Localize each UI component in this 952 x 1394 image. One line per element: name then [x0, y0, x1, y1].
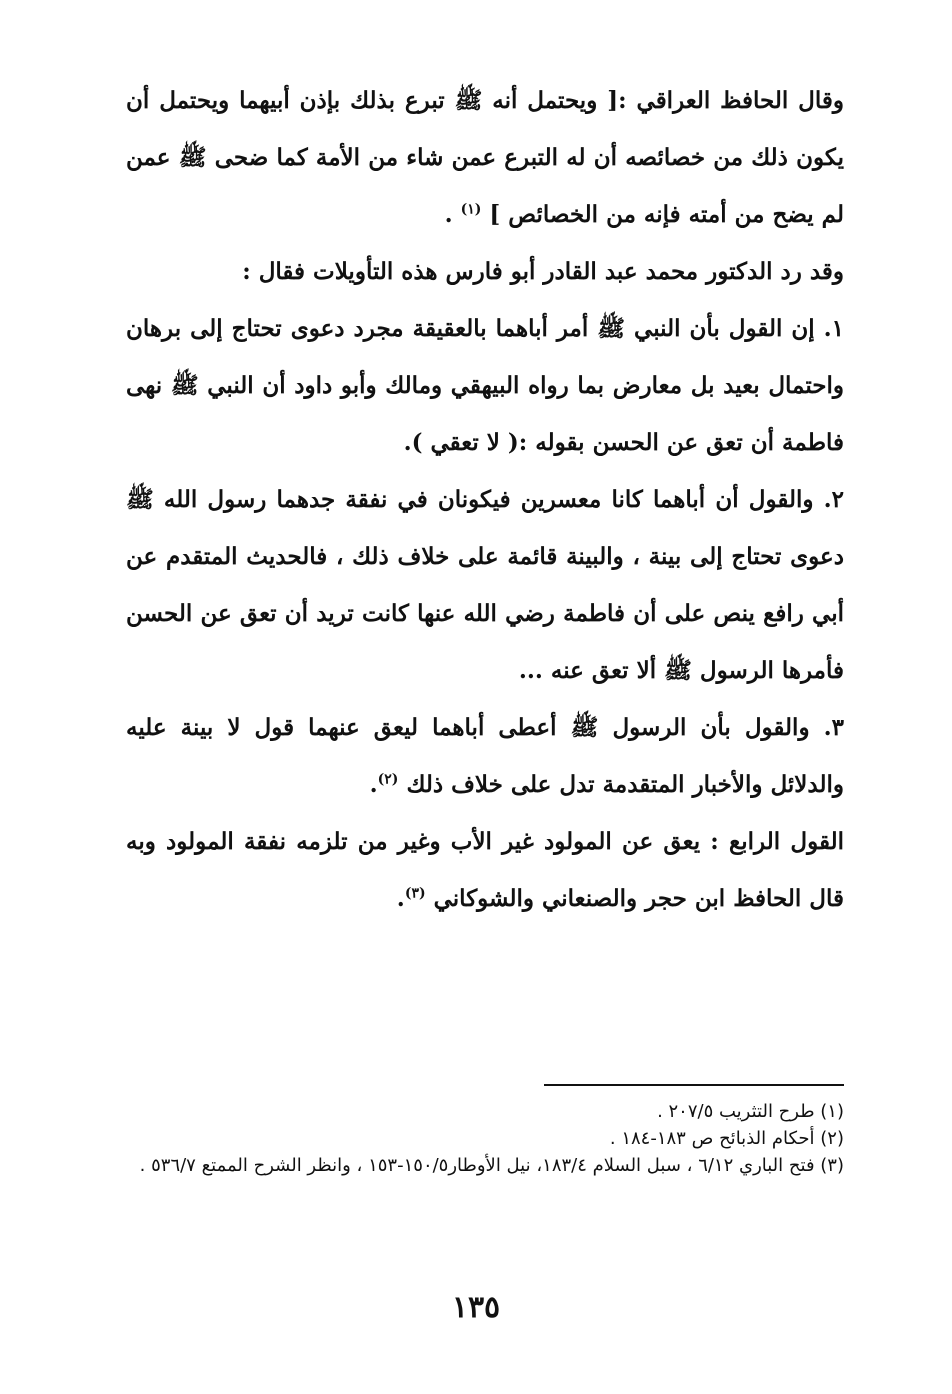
paragraph-tail: . [444, 201, 461, 228]
page-number: ١٣٥ [451, 1290, 501, 1325]
body-text [126, 72, 844, 927]
paragraph-text: ٣. والقول بأن الرسول ﷺ أعطى أباهما ليعق عنهما قول لا بينة عليه والدلائل والأخبار المتقدمة تدل على خلاف ذلك [126, 714, 844, 798]
paragraph-point-2 [126, 471, 844, 699]
paragraph-text: ٢. والقول أن أباهما كانا معسرين فيكونان في نفقة جدهما رسول الله ﷺ دعوى تحتاج إلى بينة ، والبينة قائمة على خلاف ذلك ، فالحديث المتقدم عن أبي رافع ينص على أن فاطمة رضي الله عنها كانت تريد أن تعق عن الحسن فأمرها الرسول ﷺ ألا تعق عنه ... [126, 486, 844, 684]
paragraph-text: وقال الحافظ العراقي :[ ويحتمل أنه ﷺ تبرع بذلك بإذن أبيهما ويحتمل أن يكون ذلك من خصائصه أن له التبرع عمن شاء من الأمة كما ضحى ﷺ عمن لم يضح من أمته فإنه من الخصائص ] [126, 87, 844, 228]
footnote-marker-3[interactable]: (٣) [404, 885, 426, 902]
footnote-separator [544, 1084, 844, 1086]
footnote-3: (٣) فتح الباري ٦/١٢ ، سبل السلام ١٨٣/٤، نيل الأوطار١٥٠/٥-١٥٣ ، وانظر الشرح الممتع ٥٣٦/٧ . [139, 1155, 844, 1176]
paragraph-abu-faris-intro [126, 243, 844, 300]
footnote-2: (٢) أحكام الذبائح ص ١٨٣-١٨٤ . [609, 1128, 844, 1149]
paragraph-text: وقد رد الدكتور محمد عبد القادر أبو فارس هذه التأويلات فقال : [242, 258, 844, 285]
section-lead-heading: القول الرابع [729, 828, 844, 855]
paragraph-text: : يعق عن المولود غير الأب وغير من تلزمه نفقة المولود وبه قال الحافظ ابن حجر والصنعاني والشوكاني [126, 828, 844, 912]
paragraph-fourth-opinion [126, 813, 844, 927]
paragraph-tail: . [396, 885, 405, 912]
paragraph-text: ١. إن القول بأن النبي ﷺ أمر أباهما بالعقيقة مجرد دعوى تحتاج إلى برهان واحتمال بعيد بل معارض بما رواه البيهقي ومالك وأبو داود أن النبي ﷺ نهى فاطمة أن تعق عن الحسن بقوله :( لا تعقي ). [126, 315, 844, 456]
paragraph-iraqi-quote [126, 72, 844, 243]
footnote-marker-2[interactable]: (٢) [377, 771, 399, 788]
paragraph-tail: . [369, 771, 378, 798]
paragraph-point-3 [126, 699, 844, 813]
paragraph-point-1 [126, 300, 844, 471]
footnotes [126, 1098, 844, 1179]
footnote-1: (١) طرح التثريب ٢٠٧/٥ . [657, 1101, 844, 1122]
footnote-marker-1[interactable]: (١) [460, 201, 482, 218]
